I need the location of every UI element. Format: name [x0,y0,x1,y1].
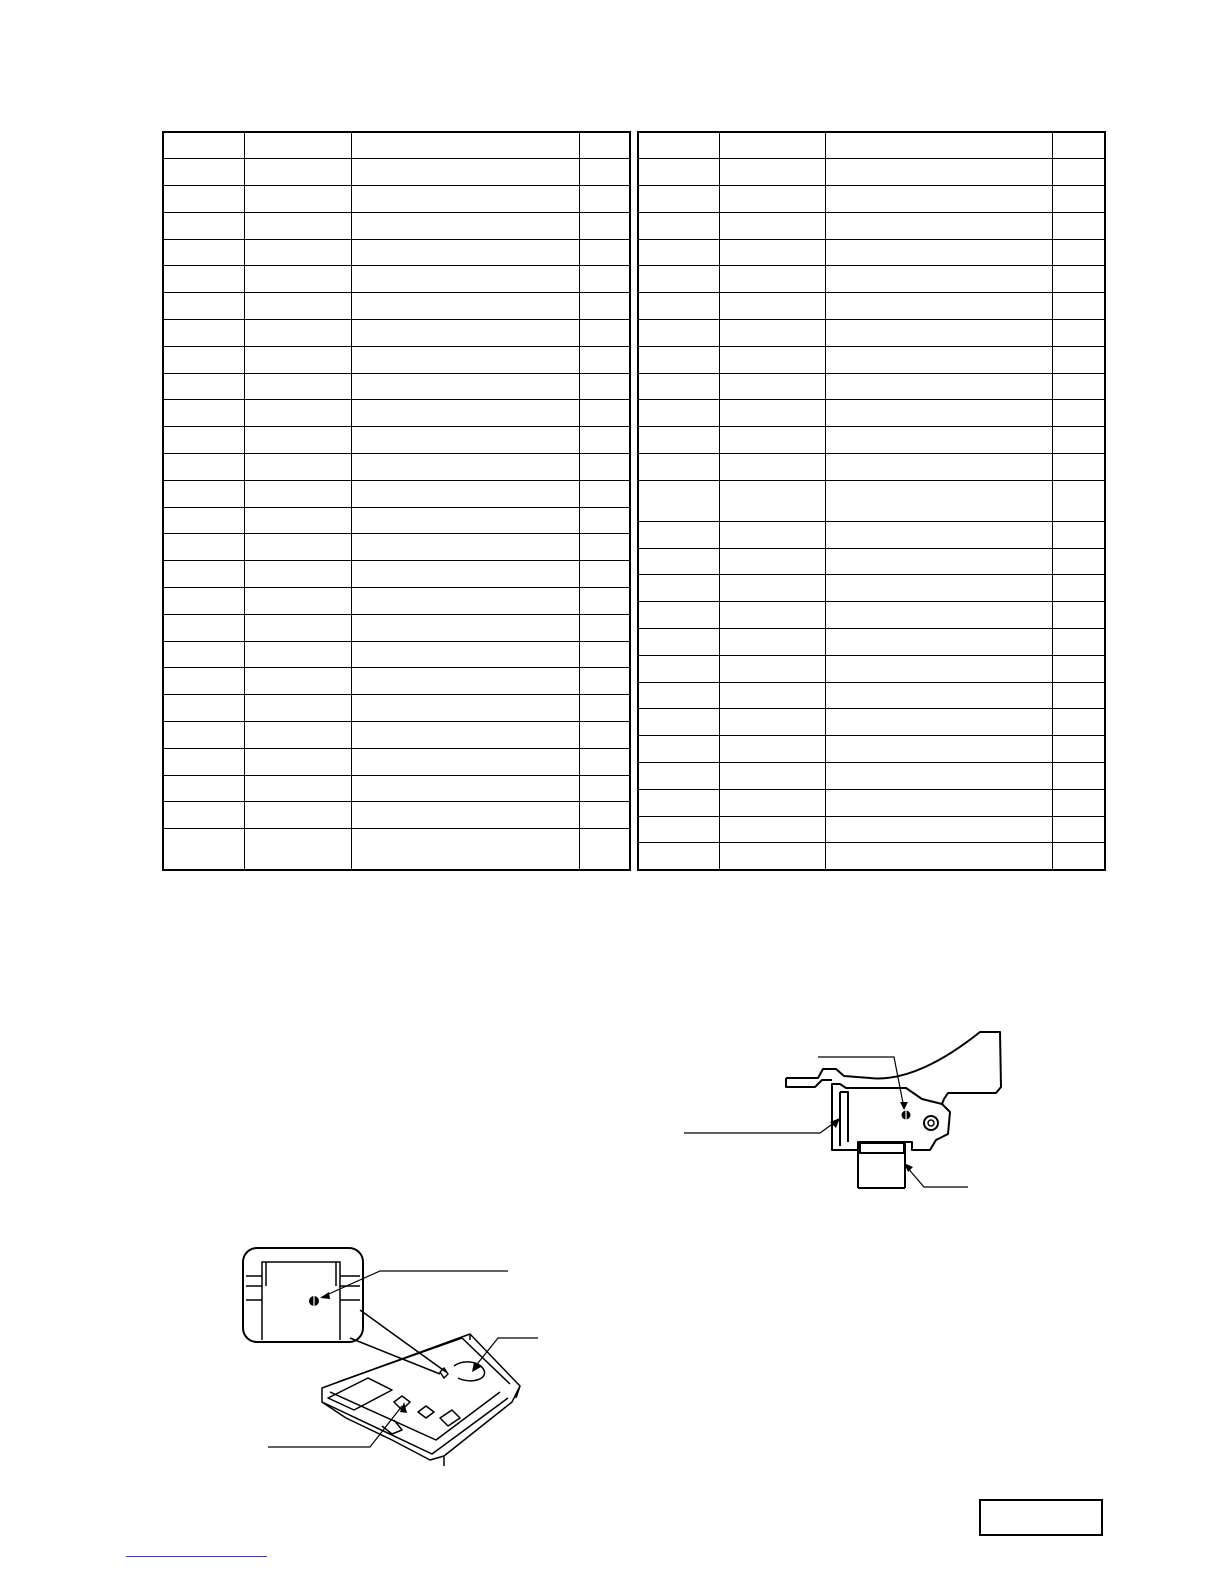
page-number-box [979,1499,1103,1536]
footer-link[interactable] [126,1556,267,1557]
leader-line-flexible [474,1338,538,1368]
leader-line-inset [322,1271,508,1297]
